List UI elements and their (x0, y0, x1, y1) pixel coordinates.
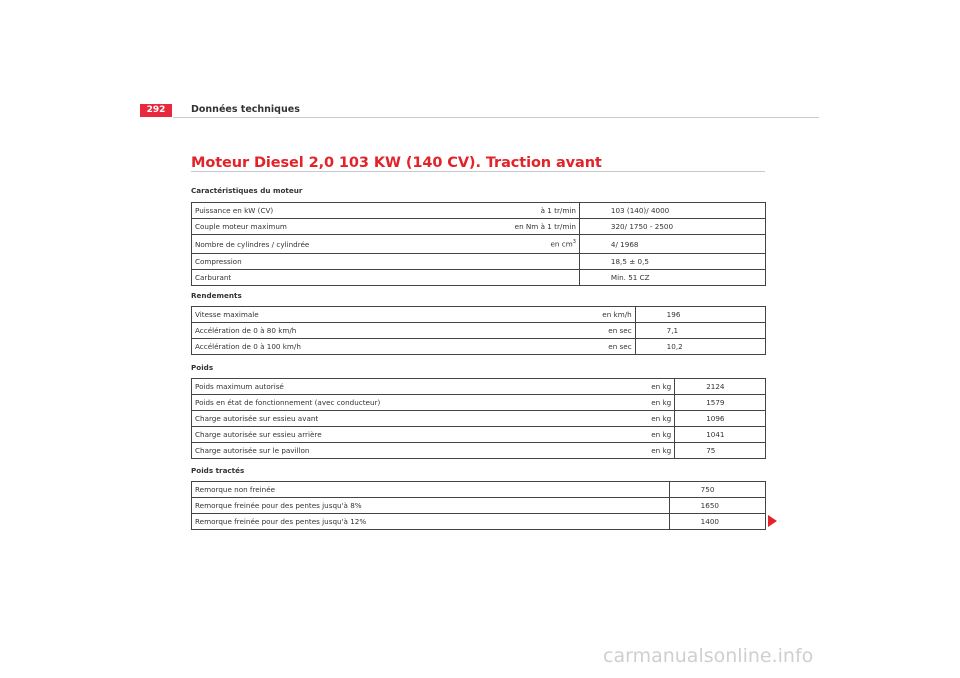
row-value: 103 (140)/ 4000 (579, 203, 765, 219)
table-row (192, 395, 766, 411)
row-unit (513, 498, 670, 514)
table-row (192, 219, 766, 235)
row-label: Accélération de 0 à 80 km/h (192, 323, 479, 339)
row-unit (423, 254, 580, 270)
row-value: 1650 (669, 498, 765, 514)
weights-table (191, 378, 766, 459)
row-label: Charge autorisée sur essieu arrière (192, 427, 519, 443)
row-value: 1096 (675, 411, 766, 427)
unit-superscript: 3 (572, 239, 576, 246)
row-value: 18,5 ± 0,5 (579, 254, 765, 270)
row-unit: en kg (518, 411, 675, 427)
row-value: 196 (635, 307, 765, 323)
row-unit: en kg (518, 395, 675, 411)
section-heading-engine: Caractéristiques du moteur (191, 186, 303, 195)
running-header: Données techniques (191, 104, 300, 115)
row-value: 1400 (669, 514, 765, 530)
row-label: Vitesse maximale (192, 307, 479, 323)
row-value: 2124 (675, 379, 766, 395)
row-label: Couple moteur maximum (192, 219, 423, 235)
table-row (192, 411, 766, 427)
row-label: Compression (192, 254, 423, 270)
towing-table (191, 481, 766, 530)
row-unit: en sec (479, 339, 636, 355)
row-label: Remorque freinée pour des pentes jusqu'à 8% (192, 498, 513, 514)
section-heading-performance: Rendements (191, 291, 242, 300)
row-value: 750 (669, 482, 765, 498)
row-label: Puissance en kW (CV) (192, 203, 423, 219)
row-label: Accélération de 0 à 100 km/h (192, 339, 479, 355)
table-row (192, 323, 766, 339)
page-title: Moteur Diesel 2,0 103 KW (140 CV). Traction avant (191, 155, 602, 171)
row-unit-text: en cm (550, 239, 573, 249)
table-row (192, 339, 766, 355)
row-label: Charge autorisée sur essieu avant (192, 411, 519, 427)
row-label: Poids maximum autorisé (192, 379, 519, 395)
section-heading-weights: Poids (191, 363, 214, 372)
row-label: Charge autorisée sur le pavillon (192, 443, 519, 459)
row-unit (513, 482, 670, 498)
table-row (192, 235, 766, 254)
row-unit: en km/h (479, 307, 636, 323)
row-label: Remorque freinée pour des pentes jusqu'à 12% (192, 514, 513, 530)
row-unit: en kg (518, 427, 675, 443)
row-label: Remorque non freinée (192, 482, 513, 498)
row-value: 10,2 (635, 339, 765, 355)
table-row (192, 498, 766, 514)
table-row (192, 270, 766, 286)
engine-table (191, 202, 766, 286)
row-unit: en sec (479, 323, 636, 339)
row-value: 1041 (675, 427, 766, 443)
next-page-arrow-icon[interactable] (768, 515, 777, 527)
title-rule (191, 171, 765, 172)
performance-table (191, 306, 766, 355)
row-unit (423, 270, 580, 286)
table-row (192, 203, 766, 219)
row-value: 320/ 1750 - 2500 (579, 219, 765, 235)
row-unit (423, 235, 580, 254)
section-heading-towing: Poids tractés (191, 466, 245, 475)
row-value: 75 (675, 443, 766, 459)
header-rule (173, 117, 819, 118)
row-unit: en Nm à 1 tr/min (423, 219, 580, 235)
row-label: Carburant (192, 270, 423, 286)
row-value: 7,1 (635, 323, 765, 339)
table-row (192, 443, 766, 459)
table-row (192, 514, 766, 530)
row-value: Min. 51 CZ (579, 270, 765, 286)
row-value: 4/ 1968 (579, 235, 765, 254)
row-unit (513, 514, 670, 530)
table-row (192, 254, 766, 270)
page-number: 292 (140, 104, 172, 117)
table-row (192, 379, 766, 395)
table-row (192, 482, 766, 498)
row-value: 1579 (675, 395, 766, 411)
row-unit: en kg (518, 443, 675, 459)
row-label: Nombre de cylindres / cylindrée (192, 235, 423, 254)
watermark: carmanualsonline.info (603, 645, 814, 667)
table-row (192, 307, 766, 323)
table-row (192, 427, 766, 443)
row-unit: en kg (518, 379, 675, 395)
row-label: Poids en état de fonctionnement (avec conducteur) (192, 395, 519, 411)
row-unit: à 1 tr/min (423, 203, 580, 219)
